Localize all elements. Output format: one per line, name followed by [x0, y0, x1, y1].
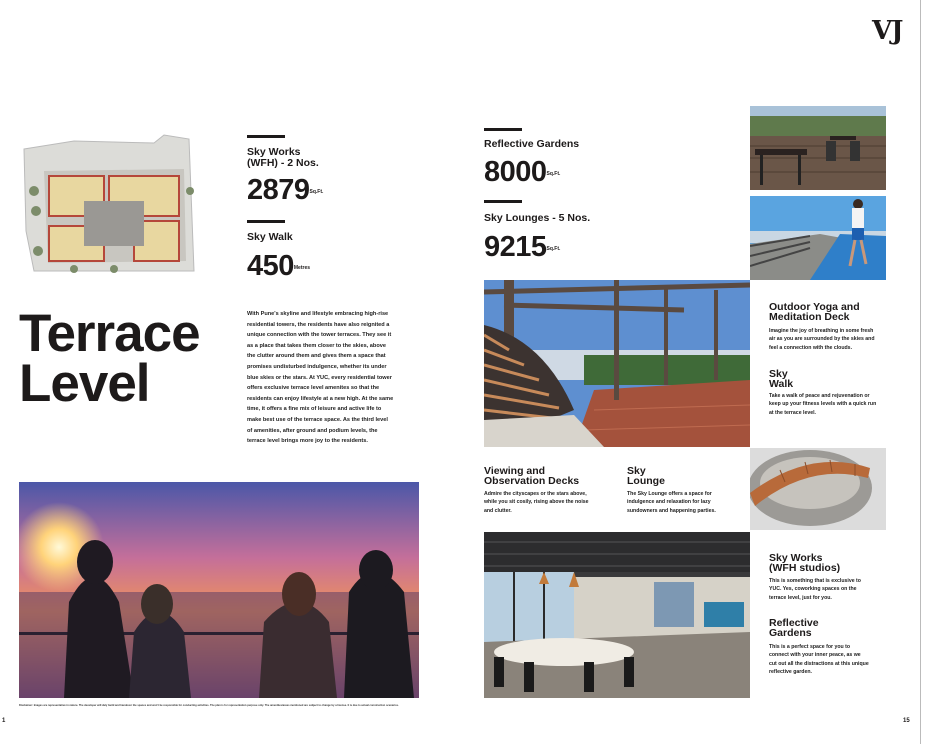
disclaimer: Disclaimer: Images are representative in nature. The developer will duly build and handover the spaces and won't be responsible for conducting activities. The plan is for representation purpose only. The amenities/areas mentioned are subject to change by a license. It is due to actual construction scenarios.: [19, 704, 399, 707]
intro-line: residents can enjoy lifestyle at a new high. At the same: [247, 395, 394, 402]
sky-walk-rule: [247, 220, 285, 223]
reflective-gardens-unit: Sq.Ft.: [546, 171, 561, 177]
site-plan-image: [14, 131, 204, 279]
sunset-photo: [19, 482, 419, 698]
sky-walk-unit: Metres: [293, 265, 311, 271]
viewing-decks-title: Viewing and Observation Decks: [484, 465, 580, 487]
sky-walk-value: $450^{Metres}$: [247, 250, 311, 282]
reflective-gardens-value: $8000^{Sq.Ft.}$: [484, 156, 561, 188]
reflective-gardens-rule: [484, 128, 522, 131]
page-number-right: 15: [903, 718, 910, 724]
sky-lounges-label: Sky Lounges - 5 Nos.: [484, 212, 591, 224]
round-bench-photo: [750, 448, 886, 530]
sky-works-studios-text: This is something that is exclusive to YUC. Yes, coworking spaces on the terrace level, just for you.: [769, 578, 861, 601]
intro-line: make best use of the terrace space. As the third level: [247, 416, 388, 423]
sky-works-studios-title: Sky Works (WFH studios): [769, 552, 841, 574]
sky-walk-title: Sky Walk: [769, 368, 794, 390]
sky-lounge-interior-photo: [484, 532, 750, 698]
sky-walk-label: Sky Walk: [247, 231, 293, 243]
sky-lounges-value: $9215^{Sq.Ft.}$: [484, 231, 561, 263]
reflective-gardens-label: Reflective Gardens: [484, 138, 580, 150]
intro-line: as a place that takes them closer to the skies, above: [247, 342, 386, 349]
reflective-gardens-text: This is a perfect space for you to connect with your inner peace, as we cut out all the distractions at this unique reflective garden.: [769, 644, 869, 676]
sky-works-rule: [247, 135, 285, 138]
sky-walk-runner-photo: [750, 196, 886, 280]
vj-logo: VJ: [872, 16, 903, 46]
sky-works-unit: Sq.Ft.: [309, 189, 324, 195]
intro-line: unique connection with the tower terraces. They see it: [247, 332, 392, 339]
deck-tables-photo: [750, 106, 886, 190]
yoga-deck-title: Outdoor Yoga and Meditation Deck: [769, 301, 860, 323]
sky-works-value: $2879^{Sq.Ft.}$: [247, 174, 324, 206]
sky-lounges-rule: [484, 200, 522, 203]
intro-line: terrace level brings more joy to the residents.: [247, 438, 368, 445]
intro-line: blue skies or the stars. At YUC, every residential tower: [247, 374, 392, 381]
sky-lounges-unit: Sq.Ft.: [546, 246, 561, 252]
reflective-gardens-title: Reflective Gardens: [769, 617, 819, 639]
intro-line: promises undisturbed indulgence, whether its under: [247, 363, 387, 370]
intro-line: of amenities, after ground and podium levels, the: [247, 427, 378, 434]
pergola-seating-photo: [484, 280, 750, 447]
yoga-deck-text: Imagine the joy of breathing in some fresh air as you are surrounded by the skies and feel a connection with the clouds.: [769, 328, 875, 351]
intro-line: time, it offers a fine mix of leisure and active life to: [247, 406, 382, 413]
page-divider: [920, 0, 921, 744]
page-title: Terrace Level: [19, 304, 200, 413]
intro-paragraph: [247, 309, 432, 447]
sky-works-label: Sky Works (WFH) - 2 Nos.: [247, 146, 319, 169]
intro-line: With Pune's skyline and lifestyle embracing high-rise: [247, 311, 389, 317]
sky-lounge-text: The Sky Lounge offers a space for indulgence and relaxation for lazy sundowners and happening parties.: [627, 491, 716, 514]
intro-line: the clutter around them and gives them a space that: [247, 353, 386, 360]
sky-lounge-title: Sky Lounge: [627, 465, 665, 487]
intro-line: residential towers, the residents have also reignited a: [247, 321, 390, 328]
sky-walk-text: Take a walk of peace and rejuvenation or keep up your fitness levels with a quick run at the terrace level.: [769, 393, 877, 416]
intro-line: offers exclusive terrace level amenites so that the: [247, 385, 380, 392]
viewing-decks-text: Admire the cityscapes or the stars above, while you sit cosily, rising above the noise and clutter.: [484, 491, 589, 514]
page-number-left: 1: [2, 718, 6, 724]
